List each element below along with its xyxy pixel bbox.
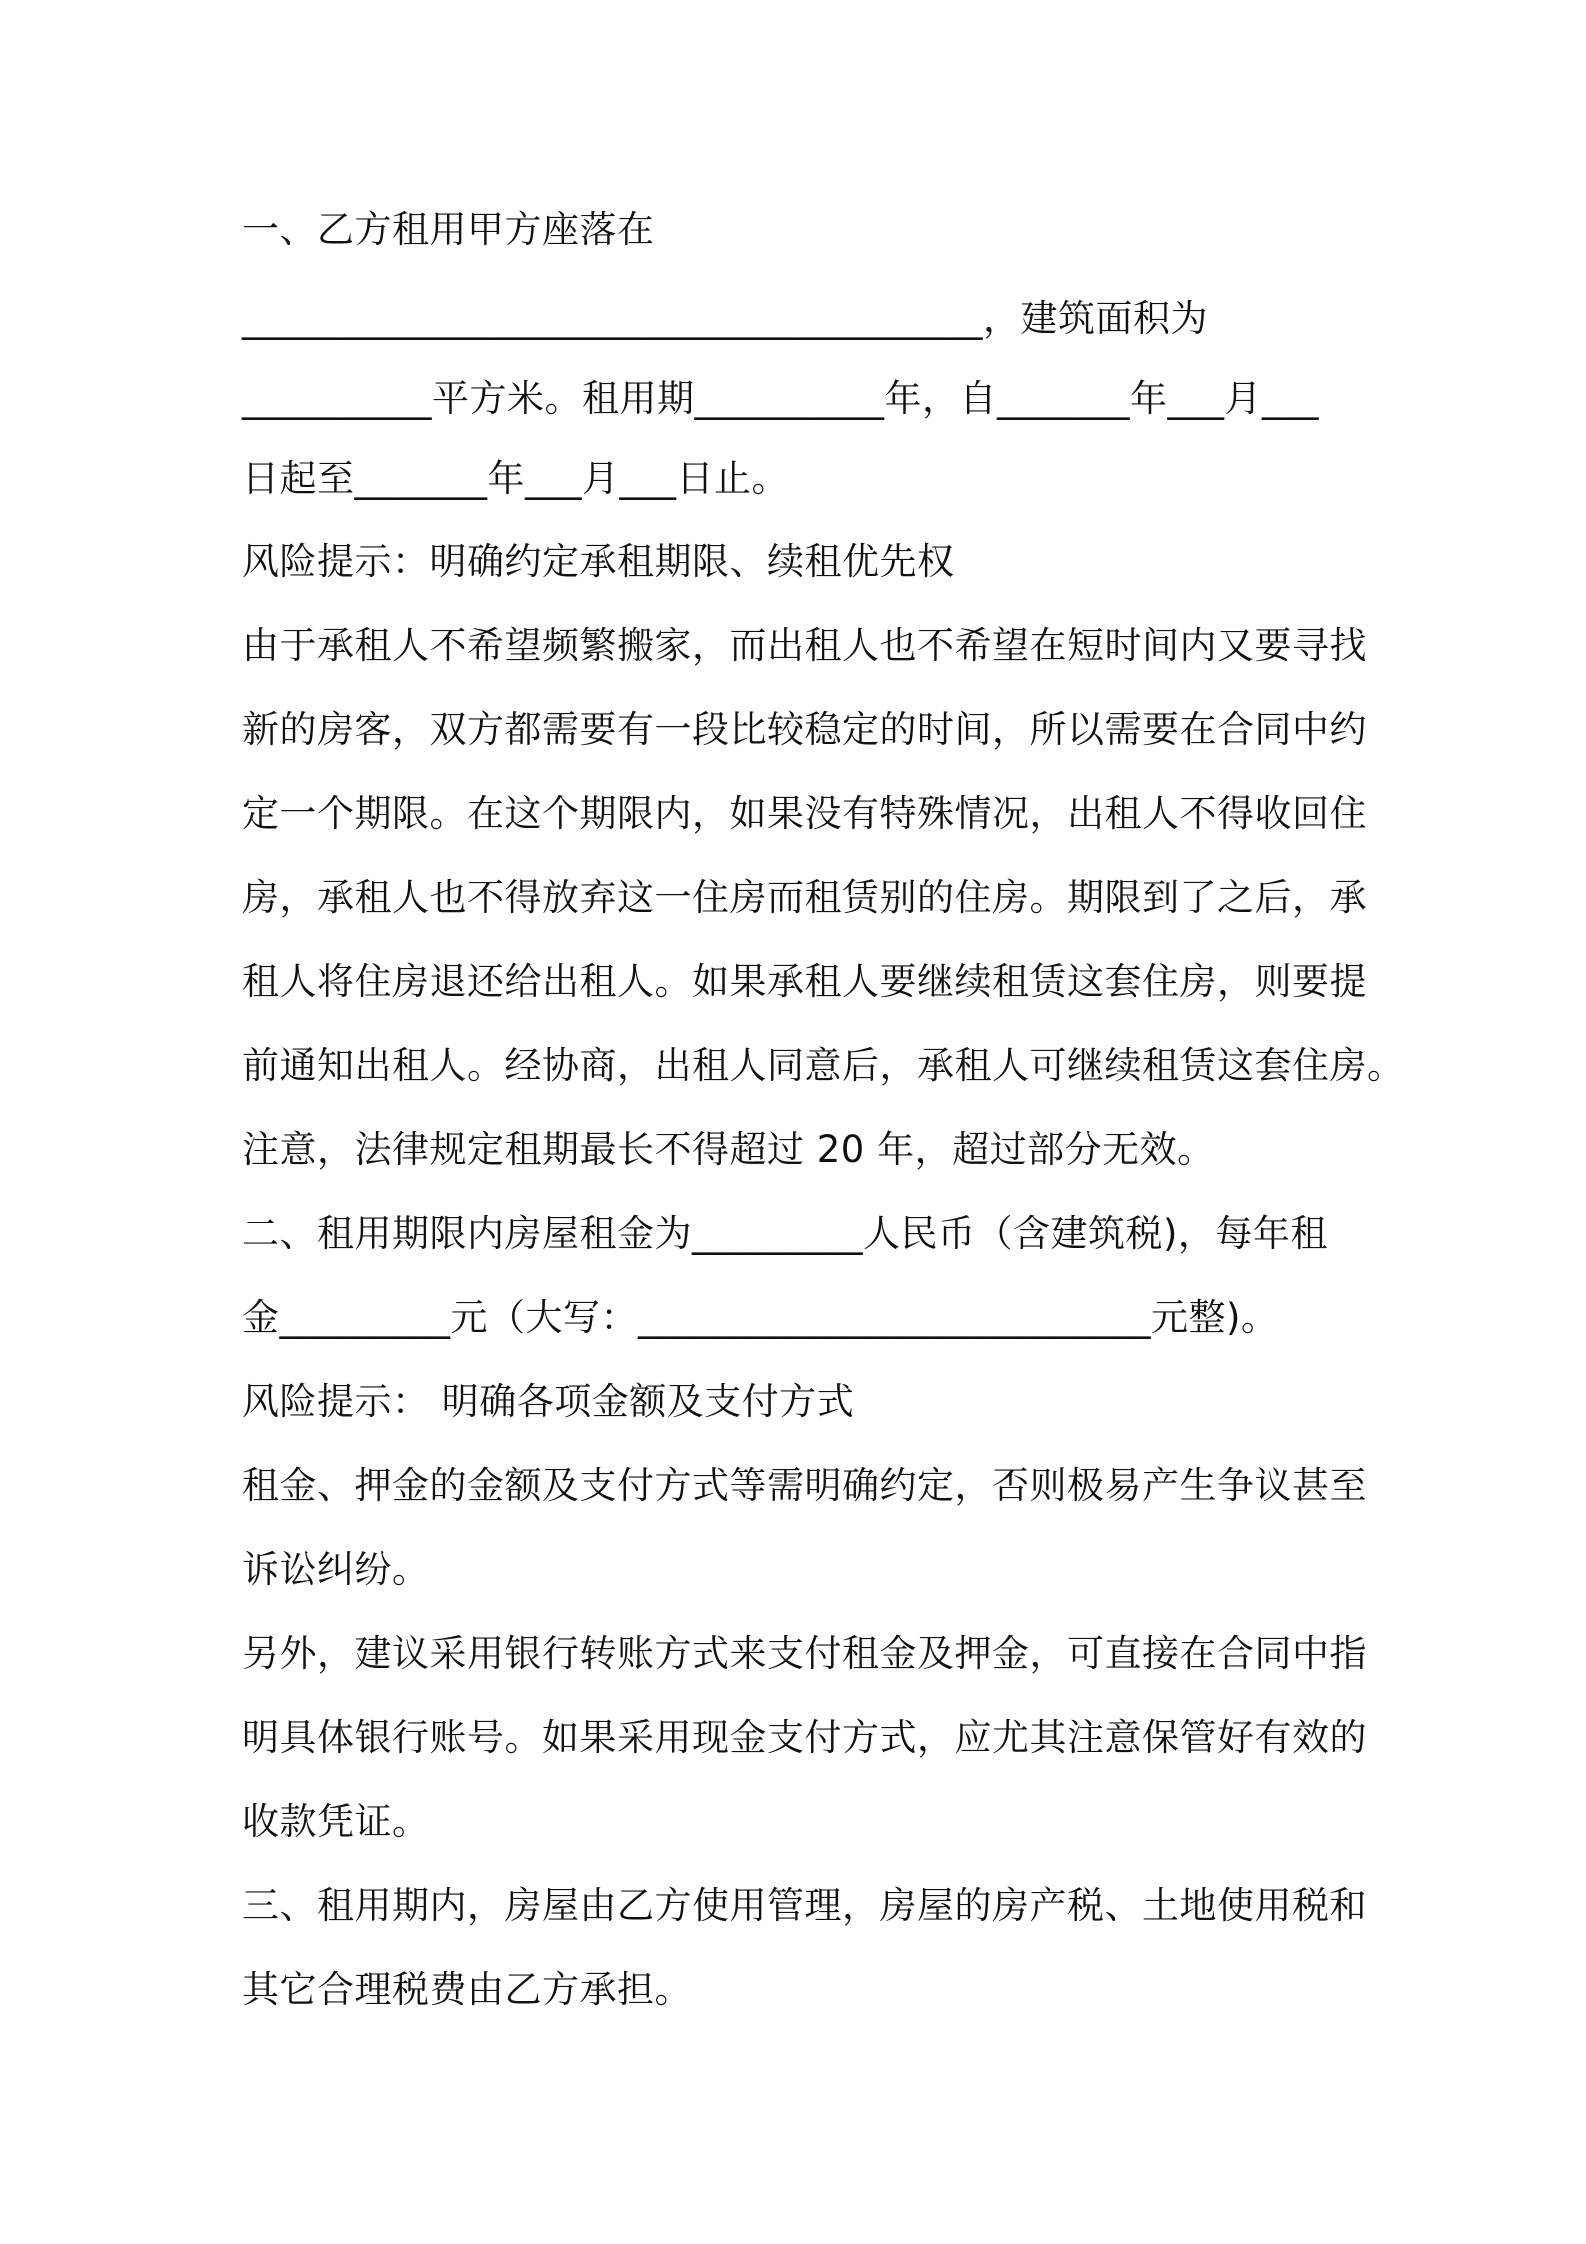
legal-note: 注意，法律规定租期最长不得超过 20 年，超过部分无效。 xyxy=(242,1128,1215,1171)
clause-1-location-blank: _______________________________________，建筑面积为 xyxy=(242,297,1208,340)
clause-1-end-date: 日起至_______年___月___日止。 xyxy=(242,457,789,500)
risk-tip-1-text-line: 前通知出租人。经协商，出租人同意后，承租人可继续租赁这套住房。 xyxy=(242,1044,1405,1087)
clause-2-rent-amount: 金_________元（大写：___________________________元整)。 xyxy=(242,1296,1279,1339)
clause-1-area-term: __________平方米。租用期__________年，自_______年___月___ xyxy=(242,377,1319,420)
risk-tip-2-title: 风险提示： 明确各项金额及支付方式 xyxy=(242,1380,855,1423)
clause-3-line: 三、租用期内，房屋由乙方使用管理，房屋的房产税、土地使用税和 xyxy=(242,1884,1367,1927)
risk-tip-1-title: 风险提示：明确约定承租期限、续租优先权 xyxy=(242,540,955,583)
clause-1-heading: 一、乙方租用甲方座落在 xyxy=(242,208,655,251)
risk-tip-2-extra-line: 收款凭证。 xyxy=(242,1800,430,1843)
clause-3-line: 其它合理税费由乙方承担。 xyxy=(242,1968,692,2011)
clause-2-rent: 二、租用期限内房屋租金为_________人民币（含建筑税)，每年租 xyxy=(242,1212,1328,1255)
risk-tip-2-extra-line: 另外，建议采用银行转账方式来支付租金及押金，可直接在合同中指 xyxy=(242,1632,1367,1675)
risk-tip-1-text-line: 房，承租人也不得放弃这一住房而租赁别的住房。期限到了之后，承 xyxy=(242,876,1367,919)
risk-tip-2-extra-line: 明具体银行账号。如果采用现金支付方式，应尤其注意保管好有效的 xyxy=(242,1716,1367,1759)
risk-tip-1-text-line: 由于承租人不希望频繁搬家，而出租人也不希望在短时间内又要寻找 xyxy=(242,624,1367,667)
risk-tip-1-text-line: 定一个期限。在这个期限内，如果没有特殊情况，出租人不得收回住 xyxy=(242,792,1367,835)
risk-tip-1-text-line: 新的房客，双方都需要有一段比较稳定的时间，所以需要在合同中约 xyxy=(242,708,1367,751)
risk-tip-1-text-line: 租人将住房退还给出租人。如果承租人要继续租赁这套住房，则要提 xyxy=(242,960,1367,1003)
risk-tip-2-text-line: 诉讼纠纷。 xyxy=(242,1548,430,1591)
risk-tip-2-text-line: 租金、押金的金额及支付方式等需明确约定，否则极易产生争议甚至 xyxy=(242,1464,1367,1507)
